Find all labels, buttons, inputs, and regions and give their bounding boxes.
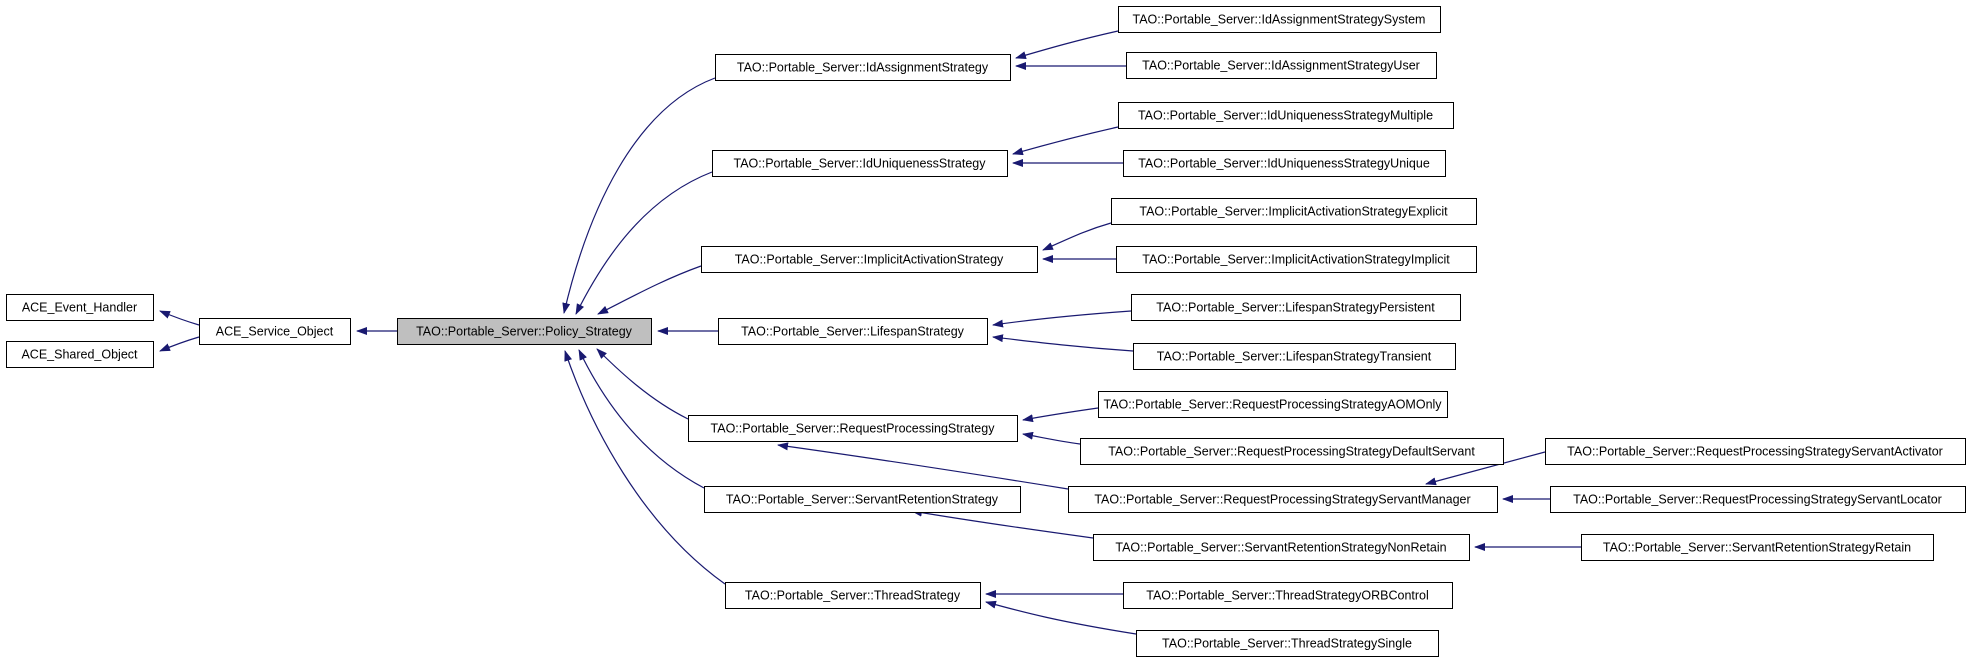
inheritance-edge-id-uniqueness-strategy-to-policy-strategy bbox=[576, 172, 712, 314]
inheritance-edge-implicit-activation-explicit-to-implicit-activation-strategy bbox=[1043, 223, 1111, 250]
class-label: TAO::Portable_Server::LifespanStrategyTransient bbox=[1156, 349, 1432, 364]
class-node-servant-retention-non-retain[interactable] bbox=[1094, 535, 1470, 561]
class-node-servant-retention-strategy[interactable] bbox=[705, 487, 1021, 513]
class-label: TAO::Portable_Server::ImplicitActivationStrategy bbox=[734, 252, 1004, 267]
class-node-id-assignment-system[interactable] bbox=[1119, 7, 1441, 33]
class-node-servant-retention-retain[interactable] bbox=[1582, 535, 1934, 561]
inheritance-edge-request-processing-aom-only-to-request-processing-strategy bbox=[1023, 408, 1098, 420]
inheritance-edge-id-assignment-system-to-id-assignment-strategy bbox=[1016, 31, 1118, 58]
class-node-id-uniqueness-strategy[interactable] bbox=[713, 151, 1008, 177]
class-node-implicit-activation-explicit[interactable] bbox=[1112, 199, 1477, 225]
class-node-request-processing-aom-only[interactable] bbox=[1099, 392, 1448, 418]
inheritance-edge-servant-retention-non-retain-to-servant-retention-strategy bbox=[912, 511, 1093, 538]
class-node-id-uniqueness-unique[interactable] bbox=[1124, 151, 1446, 177]
class-label: TAO::Portable_Server::LifespanStrategyPersistent bbox=[1156, 300, 1435, 315]
class-label: TAO::Portable_Server::ImplicitActivationStrategyExplicit bbox=[1139, 204, 1448, 219]
class-label: TAO::Portable_Server::IdUniquenessStrategyMultiple bbox=[1137, 108, 1434, 123]
class-node-policy-strategy[interactable] bbox=[398, 319, 652, 345]
class-node-id-assignment-strategy[interactable] bbox=[716, 55, 1011, 81]
class-label: TAO::Portable_Server::RequestProcessingStrategyAOMOnly bbox=[1103, 397, 1442, 412]
class-label: TAO::Portable_Server::IdAssignmentStrategySystem bbox=[1132, 12, 1426, 27]
class-label: ACE_Event_Handler bbox=[21, 300, 138, 315]
class-node-implicit-activation-strategy[interactable] bbox=[702, 247, 1038, 273]
class-label: TAO::Portable_Server::IdUniquenessStrategyUnique bbox=[1138, 156, 1430, 171]
class-node-lifespan-strategy[interactable] bbox=[719, 319, 988, 345]
inheritance-edge-lifespan-persistent-to-lifespan-strategy bbox=[993, 311, 1131, 325]
class-node-thread-single[interactable] bbox=[1137, 631, 1439, 657]
class-node-thread-strategy[interactable] bbox=[726, 583, 981, 609]
inheritance-edge-id-assignment-strategy-to-policy-strategy bbox=[564, 78, 715, 313]
inheritance-edge-request-processing-strategy-to-policy-strategy bbox=[597, 349, 688, 419]
inheritance-edge-implicit-activation-strategy-to-policy-strategy bbox=[598, 266, 701, 314]
class-label: TAO::Portable_Server::IdUniquenessStrategy bbox=[733, 156, 986, 171]
class-label: TAO::Portable_Server::RequestProcessingStrategyServantLocator bbox=[1573, 492, 1942, 507]
class-node-ace-shared-object[interactable] bbox=[7, 342, 154, 368]
class-node-request-processing-servant-locator[interactable] bbox=[1551, 487, 1966, 513]
class-node-request-processing-servant-activator[interactable] bbox=[1546, 439, 1966, 465]
class-node-ace-service-object[interactable] bbox=[200, 319, 351, 345]
class-label: TAO::Portable_Server::ImplicitActivationStrategyImplicit bbox=[1142, 252, 1450, 267]
class-label: TAO::Portable_Server::ServantRetentionStrategy bbox=[725, 492, 999, 507]
class-label: TAO::Portable_Server::RequestProcessingStrategyServantActivator bbox=[1567, 444, 1943, 459]
class-label: ACE_Service_Object bbox=[215, 324, 334, 339]
inheritance-edge-request-processing-servant-manager-to-request-processing-strategy bbox=[778, 445, 1068, 489]
class-label: ACE_Shared_Object bbox=[21, 347, 138, 362]
class-node-request-processing-servant-manager[interactable] bbox=[1069, 487, 1498, 513]
class-label: TAO::Portable_Server::LifespanStrategy bbox=[741, 324, 964, 339]
class-node-id-assignment-user[interactable] bbox=[1127, 53, 1437, 79]
class-node-request-processing-strategy[interactable] bbox=[689, 416, 1018, 442]
inheritance-edge-lifespan-transient-to-lifespan-strategy bbox=[993, 337, 1133, 351]
class-nodes bbox=[7, 7, 1966, 657]
inheritance-edge-request-processing-default-servant-to-request-processing-strategy bbox=[1023, 434, 1080, 444]
class-node-id-uniqueness-multiple[interactable] bbox=[1119, 103, 1454, 129]
class-label: TAO::Portable_Server::ThreadStrategyORBControl bbox=[1146, 588, 1429, 603]
class-label: TAO::Portable_Server::Policy_Strategy bbox=[416, 324, 632, 339]
class-label: TAO::Portable_Server::ServantRetentionStrategyRetain bbox=[1602, 540, 1912, 555]
class-node-lifespan-persistent[interactable] bbox=[1132, 295, 1461, 321]
class-label: TAO::Portable_Server::ThreadStrategy bbox=[744, 588, 961, 603]
class-node-request-processing-default-servant[interactable] bbox=[1081, 439, 1504, 465]
inheritance-edge-servant-retention-strategy-to-policy-strategy bbox=[579, 350, 704, 488]
class-node-implicit-activation-implicit[interactable] bbox=[1117, 247, 1477, 273]
class-label: TAO::Portable_Server::RequestProcessingStrategyServantManager bbox=[1094, 492, 1471, 507]
class-label: TAO::Portable_Server::RequestProcessingStrategyDefaultServant bbox=[1108, 444, 1475, 459]
class-node-thread-orb-control[interactable] bbox=[1124, 583, 1453, 609]
class-label: TAO::Portable_Server::IdAssignmentStrategyUser bbox=[1142, 58, 1420, 73]
class-label: TAO::Portable_Server::ThreadStrategySingle bbox=[1162, 636, 1412, 651]
inheritance-edge-thread-strategy-to-policy-strategy bbox=[565, 351, 725, 584]
class-node-lifespan-transient[interactable] bbox=[1134, 344, 1456, 370]
class-label: TAO::Portable_Server::RequestProcessingStrategy bbox=[710, 421, 995, 436]
inheritance-edge-ace-service-object-to-ace-shared-object bbox=[160, 337, 199, 351]
class-label: TAO::Portable_Server::ServantRetentionStrategyNonRetain bbox=[1115, 540, 1447, 555]
class-label: TAO::Portable_Server::IdAssignmentStrategy bbox=[736, 60, 989, 75]
inheritance-edge-ace-service-object-to-ace-event-handler bbox=[160, 311, 199, 325]
class-node-ace-event-handler[interactable] bbox=[7, 295, 154, 321]
inheritance-edge-id-uniqueness-multiple-to-id-uniqueness-strategy bbox=[1013, 127, 1118, 154]
inheritance-edge-thread-single-to-thread-strategy bbox=[986, 602, 1136, 634]
